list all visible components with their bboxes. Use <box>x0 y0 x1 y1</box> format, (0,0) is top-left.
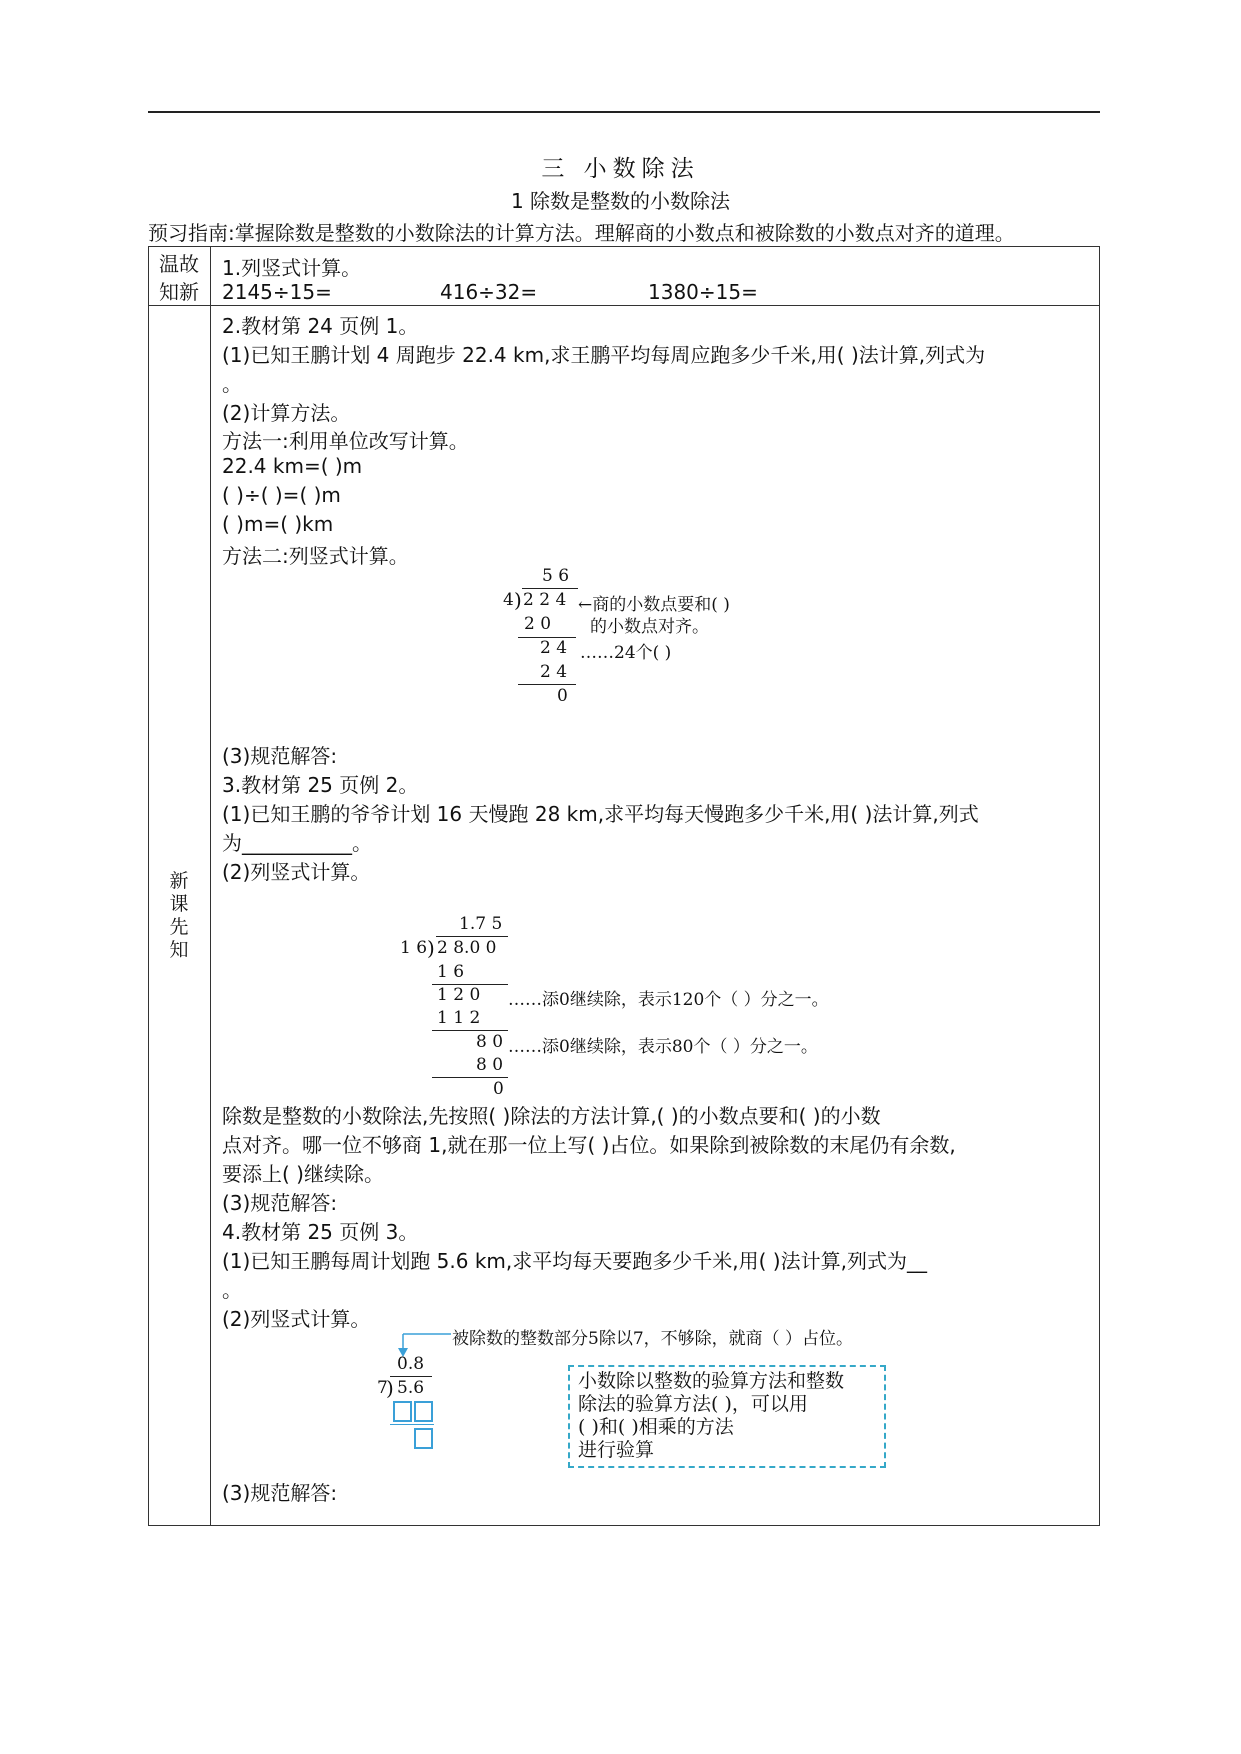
div1-bracket-bar <box>522 588 578 589</box>
div1-bracket: ) <box>514 588 522 612</box>
check-method-note-box <box>568 1365 886 1468</box>
table-row-divider <box>148 305 1100 306</box>
method-one-line-2: ( )÷( )=( )m <box>222 483 341 507</box>
summary-line-3: 要添上( )继续除。 <box>222 1162 384 1186</box>
div1-rule-2 <box>518 684 576 685</box>
new-lesson-char: 知 <box>169 939 189 961</box>
div2-quotient: 1.7 5 <box>459 914 503 934</box>
div1-note-2: ……24个( ) <box>580 643 672 663</box>
section3-question-2: (2)列竖式计算。 <box>222 860 371 884</box>
review-label-1: 温故 <box>159 252 199 276</box>
section4-question-1-end: 。 <box>222 1278 242 1302</box>
method-two: 方法二:列竖式计算。 <box>222 544 409 568</box>
div1-quotient: 5 6 <box>542 566 570 586</box>
new-lesson-char: 先 <box>169 916 189 938</box>
new-lesson-char: 新 <box>169 870 189 892</box>
div2-note-2: ……添0继续除，表示80个（ ）分之一。 <box>508 1037 818 1057</box>
div3-rule <box>390 1424 434 1425</box>
answer-box[interactable] <box>414 1428 433 1449</box>
div1-step-1: 2 0 <box>524 614 552 634</box>
div2-note-1: ……添0继续除，表示120个（ ）分之一。 <box>508 990 829 1010</box>
section2-question-1-end: 。 <box>222 372 242 396</box>
div2-bracket: ) <box>427 936 435 960</box>
section4-question-2: (2)列竖式计算。 <box>222 1307 371 1331</box>
div3-quotient: 0.8 <box>397 1354 425 1374</box>
table-column-divider <box>210 246 211 1526</box>
review-problem-1: 2145÷15= <box>222 280 332 304</box>
preview-guide: 预习指南:掌握除数是整数的小数除法的计算方法。理解商的小数点和被除数的小数点对齐的道理。 <box>148 221 1015 245</box>
check-note-line: 进行验算 <box>578 1439 655 1461</box>
div1-note-1a: ←商的小数点要和( ) <box>578 595 730 615</box>
div2-remainder: 0 <box>493 1079 504 1099</box>
div2-divisor: 1 6 <box>400 938 428 958</box>
method-one-line-3: ( )m=( )km <box>222 512 334 536</box>
div2-bracket-bar <box>436 936 508 937</box>
summary-line-2: 点对齐。哪一位不够商 1,就在那一位上写( )占位。如果除到被除数的末尾仍有余数, <box>222 1133 956 1157</box>
div3-bracket-bar <box>390 1376 432 1377</box>
review-problem-3: 1380÷15= <box>648 280 758 304</box>
method-one: 方法一:利用单位改写计算。 <box>222 429 469 453</box>
div3-divisor: 7 <box>377 1378 388 1398</box>
review-heading: 1.列竖式计算。 <box>222 256 362 280</box>
div2-step-3: 1 1 2 <box>437 1008 481 1028</box>
div2-rule-2 <box>432 1030 508 1031</box>
div2-step-5: 8 0 <box>476 1055 504 1075</box>
section2-question-3: (3)规范解答: <box>222 744 338 768</box>
section4-heading: 4.教材第 25 页例 3。 <box>222 1220 419 1244</box>
div1-divisor: 4 <box>503 590 514 610</box>
section3-question-1: (1)已知王鹏的爷爷计划 16 天慢跑 28 km,求平均每天慢跑多少千米,用( )法计算,列式 <box>222 802 979 826</box>
summary-line-1: 除数是整数的小数除法,先按照( )除法的方法计算,( )的小数点要和( )的小数 <box>222 1104 881 1128</box>
unit-title: 三 小数除法 <box>541 156 700 182</box>
div2-rule-3 <box>432 1077 508 1078</box>
section3-question-3: (3)规范解答: <box>222 1191 338 1215</box>
div2-step-4: 8 0 <box>476 1032 504 1052</box>
div2-step-2: 1 2 0 <box>437 985 481 1005</box>
lesson-title: 1 除数是整数的小数除法 <box>510 189 731 213</box>
section4-question-3: (3)规范解答: <box>222 1481 338 1505</box>
review-label-2: 知新 <box>159 280 199 304</box>
div1-remainder: 0 <box>557 686 568 706</box>
div1-step-2: 2 4 <box>540 638 568 658</box>
top-rule <box>148 111 1100 113</box>
section4-question-1: (1)已知王鹏每周计划跑 5.6 km,求平均每天要跑多少千米,用( )法计算,列式为__ <box>222 1249 927 1273</box>
div2-dividend: 2 8.0 0 <box>437 938 497 958</box>
section3-heading: 3.教材第 25 页例 2。 <box>222 773 419 797</box>
check-note-line: 小数除以整数的验算方法和整数 <box>578 1370 845 1392</box>
check-note-line: ( )和( )相乘的方法 <box>578 1416 734 1438</box>
div2-step-1: 1 6 <box>437 962 465 982</box>
section2-question-1: (1)已知王鹏计划 4 周跑步 22.4 km,求王鹏平均每周应跑多少千米,用( )法计算,列式为 <box>222 343 986 367</box>
div3-arrow-note: 被除数的整数部分5除以7，不够除，就商（ ）占位。 <box>452 1329 854 1349</box>
div3-dividend: 5.6 <box>397 1378 425 1398</box>
section2-question-2: (2)计算方法。 <box>222 401 351 425</box>
section2-heading: 2.教材第 24 页例 1。 <box>222 314 419 338</box>
div3-bracket: ) <box>386 1376 394 1400</box>
answer-box[interactable] <box>393 1401 412 1422</box>
answer-box[interactable] <box>414 1401 433 1422</box>
check-note-line: 除法的验算方法( )，可以用 <box>578 1393 808 1415</box>
section3-question-1-end: 为___________。 <box>222 831 372 855</box>
div1-note-1b: 的小数点对齐。 <box>590 617 709 637</box>
new-lesson-char: 课 <box>169 893 189 915</box>
new-lesson-label <box>148 870 210 962</box>
review-problem-2: 416÷32= <box>440 280 538 304</box>
div1-dividend: 2 2 4 <box>523 590 567 610</box>
div1-step-3: 2 4 <box>540 662 568 682</box>
method-one-line-1: 22.4 km=( )m <box>222 454 363 478</box>
